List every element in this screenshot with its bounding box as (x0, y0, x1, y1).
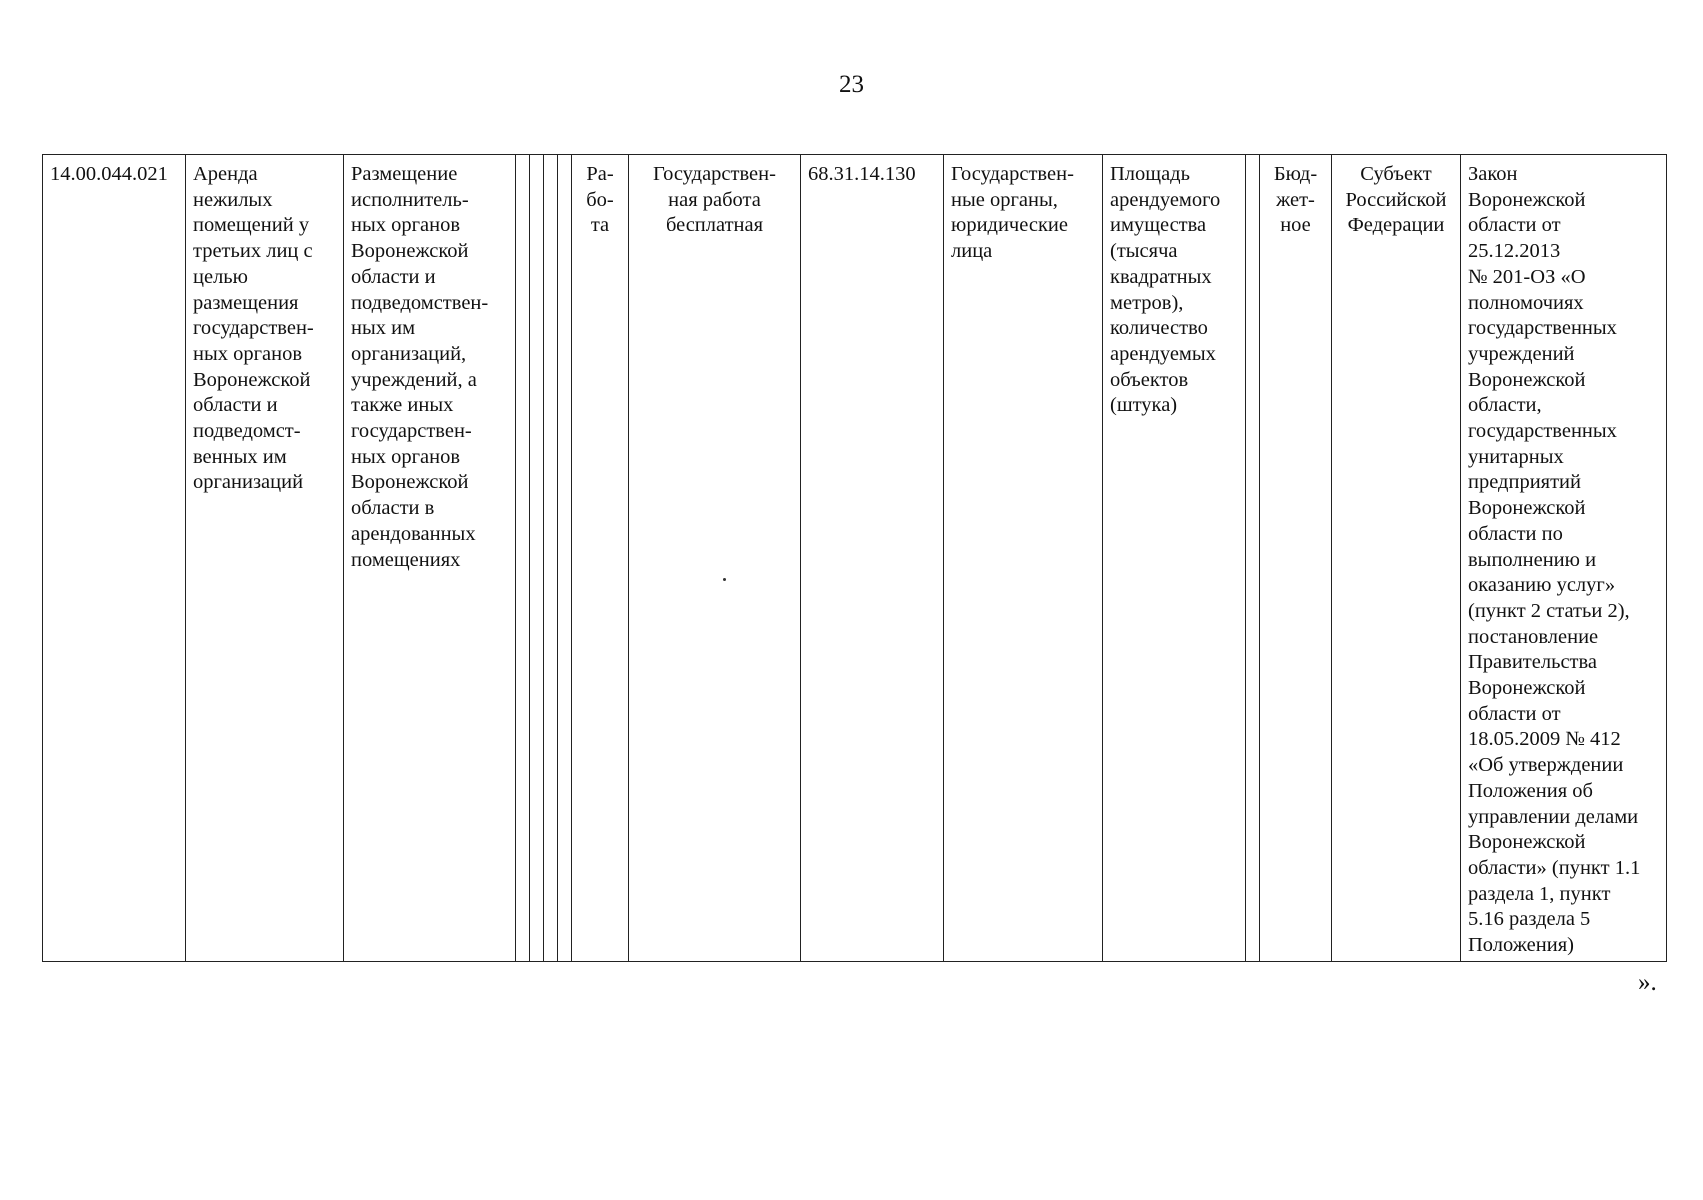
scan-speck (723, 578, 726, 581)
service-type-cell (572, 155, 629, 962)
consumers-cell (944, 155, 1103, 962)
government-level: Субъект Российской Федерации (1345, 163, 1447, 237)
closing-quote-mark: ». (1638, 969, 1657, 996)
level-cell (1332, 155, 1461, 962)
table-row (43, 155, 1667, 962)
institution-type-cell (1260, 155, 1332, 962)
legal-basis-cell (1461, 155, 1667, 962)
registry-code: 14.00.044.021 (50, 163, 168, 185)
empty-cell (1246, 155, 1260, 962)
consumers: Государствен- ные органы, юридические лица (951, 163, 1074, 263)
service-content: Размещение исполнитель- ных органов Воронежской области и подведомствен- ных им организаций, учреждений, а также иных государствен- ных органов Воронежской области в арендованных помещениях (351, 163, 489, 571)
pay-status-cell (629, 155, 801, 962)
service-content-cell (344, 155, 516, 962)
institution-type: Бюд- жет- ное (1273, 163, 1318, 237)
page-number: 23 (839, 71, 864, 98)
empty-cell (544, 155, 558, 962)
service-name-cell (186, 155, 344, 962)
registry-table (42, 154, 1667, 962)
registry-code-cell (43, 155, 186, 962)
service-type: Ра- бо- та (586, 163, 614, 237)
okved-cell (801, 155, 944, 962)
service-name: Аренда нежилых помещений у третьих лиц с целью размещения государствен- ных органов Воронежской области и подведомст- венных им организаций (193, 163, 314, 494)
indicators: Площадь арендуемого имущества (тысяча квадратных метров), количество арендуемых объектов (штука) (1110, 163, 1221, 417)
indicators-cell (1103, 155, 1246, 962)
okved-code: 68.31.14.130 (808, 163, 916, 185)
empty-cell (516, 155, 530, 962)
legal-basis: Закон Воронежской области от 25.12.2013 № 201-ОЗ «О полномочиях государственных учреждений Воронежской области, государственных унитарных предприятий Воронежской области по выполнению и оказанию услуг» (пункт 2 статьи 2), постановление Правительства Воронежской области от 18.05.2009 № 412 «Об утверждении Положения об управлении делами Воронежской области» (пункт 1.1 раздела 1, пункт 5.16 раздела 5 Положения) (1468, 163, 1641, 957)
empty-cell (530, 155, 544, 962)
empty-cell (558, 155, 572, 962)
pay-status: Государствен- ная работа бесплатная (653, 163, 776, 237)
